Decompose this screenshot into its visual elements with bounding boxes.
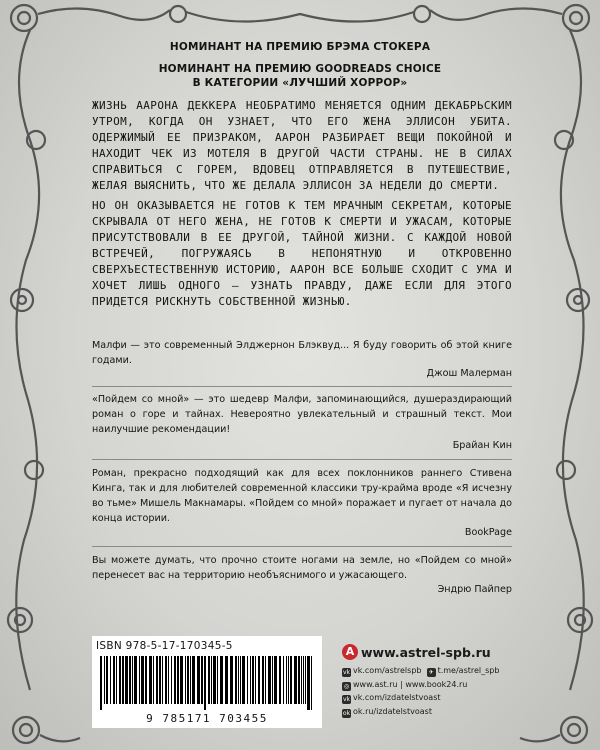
barcode-bar [106, 656, 108, 704]
review-author-1: Джош Малерман [426, 368, 512, 379]
odnoklassniki-icon: ok [342, 709, 351, 717]
link-row [342, 691, 499, 705]
barcode-bar [134, 656, 137, 704]
link-row [342, 664, 499, 678]
nomination-goodreads: НОМИНАНТ НА ПРЕМИЮ GOODREADS CHOICE [158, 63, 442, 75]
divider [92, 546, 512, 547]
barcode-bar [149, 656, 152, 704]
publisher-logo-icon: А [342, 644, 358, 660]
barcode-bar [230, 656, 233, 704]
publisher-website-label[interactable]: www.astrel-spb.ru [361, 645, 491, 660]
barcode-bar [208, 656, 210, 704]
barcode-bar [132, 656, 133, 704]
barcode-bar [288, 656, 289, 704]
barcode-bar [129, 656, 131, 704]
barcode-bar [242, 656, 245, 704]
publisher-links [342, 664, 499, 718]
barcode-bar [125, 656, 128, 704]
barcode-bar [217, 656, 218, 704]
barcode-bar [162, 656, 163, 704]
link-telegram[interactable]: t.me/astrel_spb [437, 666, 500, 675]
barcode-bar [211, 656, 212, 704]
barcode-bar [262, 656, 264, 704]
barcode-bar [213, 656, 216, 704]
barcode-bar [153, 656, 154, 704]
barcode-bar [204, 656, 206, 710]
link-ok[interactable]: ok.ru/izdatelstvoast [353, 706, 432, 716]
barcode-bar [290, 656, 292, 704]
barcode-bar [180, 656, 183, 704]
barcode-bar [279, 656, 281, 704]
barcode-bar [168, 656, 169, 704]
barcode-bar [298, 656, 300, 704]
barcode-bar [141, 656, 144, 704]
link-vk-izdatelstvoast[interactable]: vk.com/izdatelstvoast [353, 693, 441, 702]
barcode-bar [145, 656, 147, 704]
barcode-bar [265, 656, 266, 704]
barcode-bar [305, 656, 306, 704]
link-vk-astrelspb[interactable]: vk.com/astrelspb [353, 666, 422, 675]
barcode-bar [113, 656, 115, 704]
barcode-bar [303, 656, 304, 704]
barcode-bar [311, 656, 312, 710]
barcode-bar [247, 656, 248, 704]
nomination-category: В КАТЕГОРИИ «ЛУЧШИЙ ХОРРОР» [192, 77, 408, 89]
review-quote-4: Вы можете думать, что прочно стоите ногами на земле, но «Пойдем со мной» перенесет вас на территорию необъяснимого и ужасающего. [92, 555, 512, 581]
vk-icon: vk [342, 669, 351, 676]
barcode-bar [225, 656, 228, 704]
barcode-bar [171, 656, 172, 704]
barcode-bar [187, 656, 189, 704]
barcode-bar [301, 656, 302, 704]
barcode-bar [272, 656, 273, 704]
barcode-bar [177, 656, 179, 704]
barcode-bar [274, 656, 277, 704]
barcode-bar [110, 656, 111, 704]
barcode-bar [240, 656, 241, 704]
isbn-number: ISBN 978-5-17-170345-5 [96, 640, 233, 652]
nomination-stoker: НОМИНАНТ НА ПРЕМИЮ БРЭМА СТОКЕРА [169, 41, 431, 53]
review-quote-1: Малфи — это современный Элджернон Блэквуд... Я буду говорить об этой книге годами. [92, 340, 512, 366]
barcode-bar [252, 656, 254, 704]
barcode-bar [307, 656, 310, 710]
synopsis-paragraph-2: НО ОН ОКАЗЫВАЕТСЯ НЕ ГОТОВ К ТЕМ МРАЧНЫМ СЕКРЕТАМ, КОТОРЫЕ СКРЫВАЛА ОТ НЕГО ЖЕНА, НЕ ГОТОВ К СМЕРТИ И УЖАСАМ, КОТОРЫЕ ПРИСУТСТВОВАЛИ В ЕЕ ДРУГОЙ, ТАЙНОЙ ЖИЗНИ. С КАЖДОЙ НОВОЙ ВСТРЕЧЕЙ, ПОГРУЖАЯСЬ В НЕПОНЯТНУЮ И ОТКРОВЕННО СВЕРХЪЕСТЕСТВЕННУЮ ИСТОРИЮ, ААРОН ВСЕ БОЛЬШЕ СХОДИТ С УМА И ХОЧЕТ ЛИШЬ ОДНОГО — УЗНАТЬ ПРАВДУ, ДАЖЕ ЕСЛИ ДЛЯ ЭТОГО ПРИДЕТСЯ РИСКНУТЬ СОБСТВЕННОЙ ЖИЗНЬЮ. [92, 199, 512, 308]
barcode-block [92, 636, 322, 728]
barcode-bar [286, 656, 287, 704]
globe-icon: ◎ [343, 682, 350, 690]
barcode-bar [255, 656, 256, 704]
divider [92, 459, 512, 460]
barcode-bar [192, 656, 195, 704]
barcode-bar [174, 656, 176, 704]
barcode-bar [185, 656, 186, 704]
barcode-bar [190, 656, 191, 704]
publisher-website[interactable] [342, 644, 491, 660]
barcode-bar [116, 656, 117, 704]
barcode-bar [197, 656, 200, 704]
barcode-bar [156, 656, 158, 704]
divider [92, 386, 512, 387]
link-row [342, 678, 499, 692]
barcode-bar [159, 656, 161, 704]
barcode-icon [96, 656, 318, 710]
barcode-bar [258, 656, 260, 704]
barcode-bar [165, 656, 167, 704]
review-author-3: BookPage [464, 527, 512, 538]
barcode-bar [294, 656, 297, 704]
review-author-4: Эндрю Пайпер [437, 584, 512, 595]
barcode-bar [238, 656, 239, 704]
link-ast-book24[interactable]: www.ast.ru | www.book24.ru [353, 679, 468, 689]
review-quote-3: Роман, прекрасно подходящий как для всех поклонников раннего Стивена Кинга, так и для любителей современной классики тру-крайма вроде «Я исчезну во тьме» Мишель Макнамары. «Пойдем со мной» поражает и пугает от начала до конца истории. [92, 468, 512, 524]
review-quote-2: «Пойдем со мной» — это шедевр Малфи, запоминающийся, душераздирающий роман о горе и тайнах. Невероятно увлекательный и страшный текст. Мои наилучшие рекомендации! [92, 394, 512, 435]
barcode-bar [139, 656, 140, 704]
synopsis-paragraph-1: ЖИЗНЬ ААРОНА ДЕККЕРА НЕОБРАТИМО МЕНЯЕТСЯ ОДНИМ ДЕКАБРЬСКИМ УТРОМ, КОГДА ОН УЗНАЕТ, ЧТО ЕГО ЖЕНА ЭЛЛИСОН УБИТА. ОДЕРЖИМЫЙ ЕЕ ПРИЗРАКОМ, ААРОН РАЗБИРАЕТ ВЕЩИ ПОКОЙНОЙ И НАХОДИТ ЧЕК ИЗ МОТЕЛЯ В ДРУГОЙ ЧАСТИ СТРАНЫ. НЕ В СИЛАХ СПРАВИТЬСЯ С ГОРЕМ, ВДОВЕЦ ОТПРАВЛЯЕТСЯ В ПУТЕШЕСТВИЕ, ЖЕЛАЯ ВЫЯСНИТЬ, ЧТО ЖЕ ДЕЛАЛА ЭЛЛИСОН ЗА НЕДЕЛИ ДО СМЕРТИ. [92, 99, 512, 192]
barcode-bar [220, 656, 223, 704]
barcode-bar [100, 656, 102, 710]
barcode-digits: 9 785171 703455 [146, 712, 268, 725]
barcode-bar [268, 656, 271, 704]
barcode-bar [283, 656, 284, 704]
review-author-2: Брайан Кин [452, 440, 512, 451]
link-row [342, 705, 499, 719]
barcode-bar [104, 656, 105, 704]
barcode-bar [122, 656, 124, 704]
barcode-bar [250, 656, 251, 704]
vk-icon: vk [342, 696, 351, 703]
barcode-bar [235, 656, 237, 704]
telegram-icon: ✈ [428, 669, 434, 676]
barcode-bar [119, 656, 121, 704]
barcode-bar [201, 656, 203, 704]
